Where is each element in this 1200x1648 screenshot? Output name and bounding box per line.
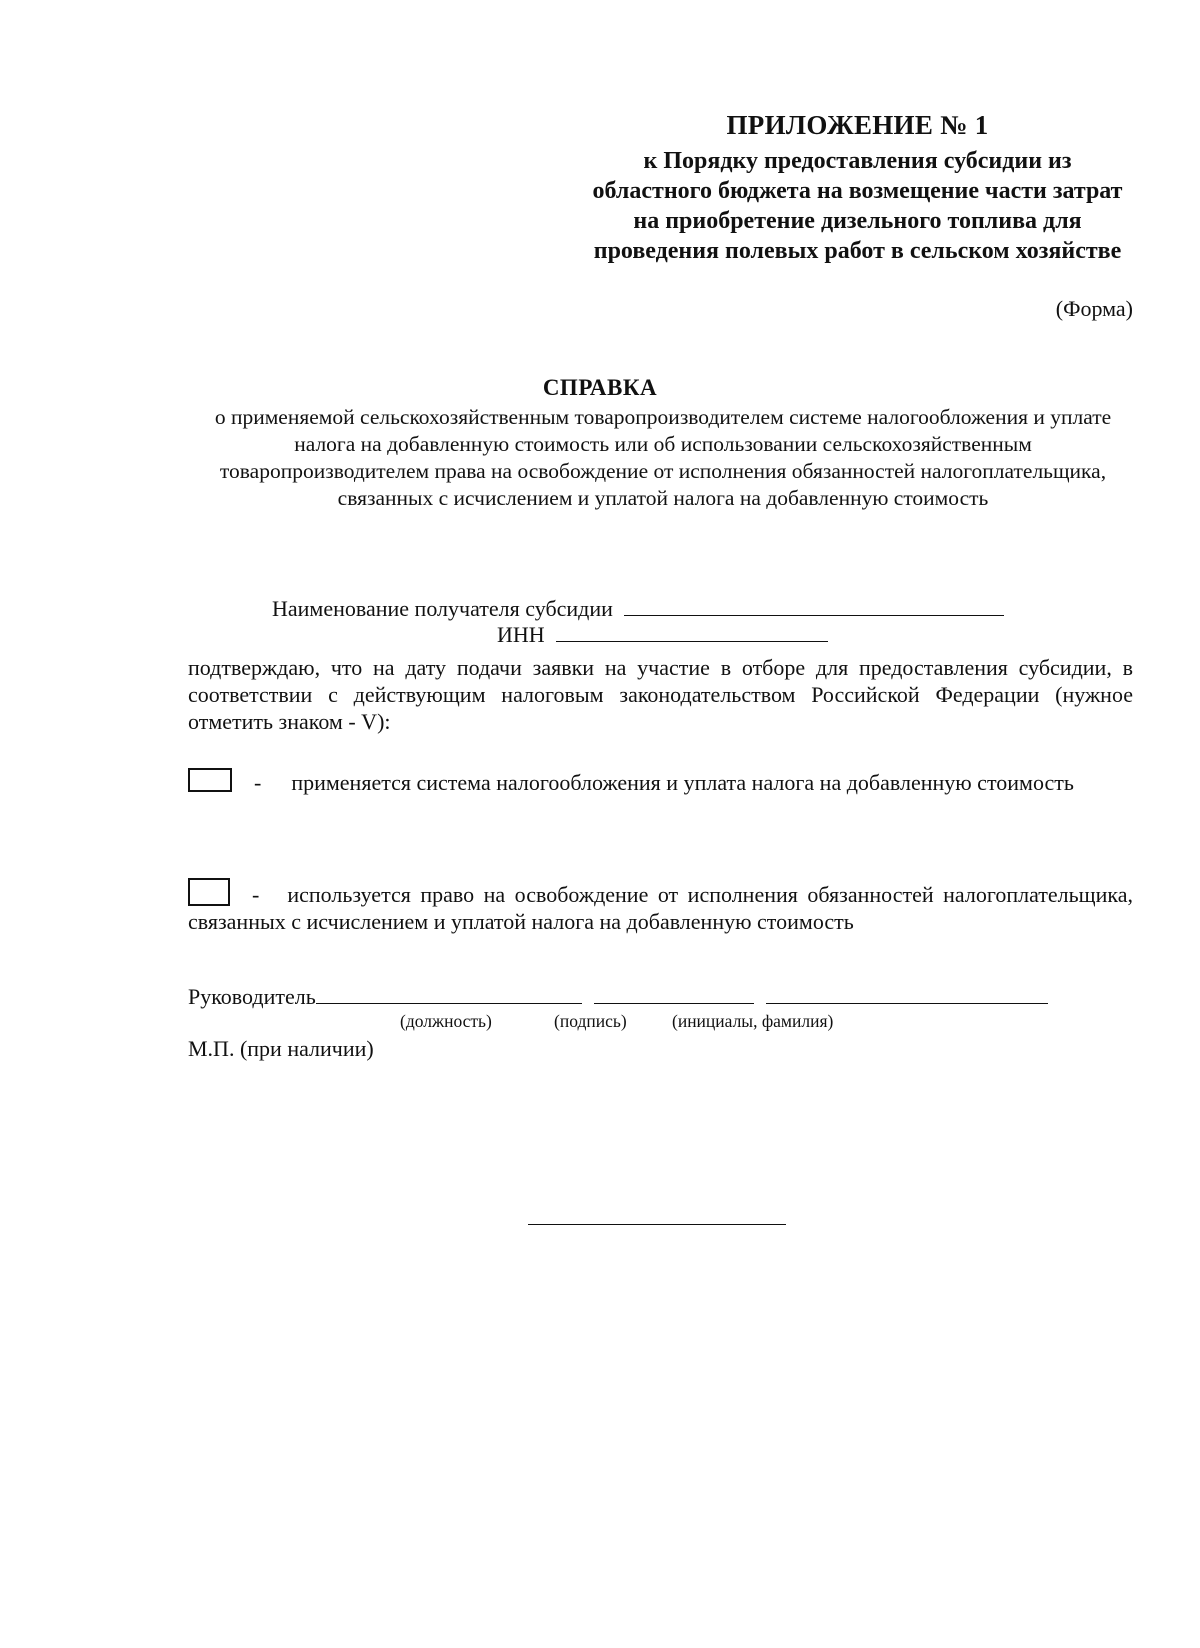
- checkbox-vat-exempt[interactable]: [188, 878, 230, 906]
- appendix-title: ПРИЛОЖЕНИЕ № 1: [726, 110, 989, 140]
- full-name-field[interactable]: [766, 985, 1048, 1004]
- recipient-row: [272, 596, 1004, 622]
- caption-position: (должность): [400, 1011, 492, 1031]
- option-dash: -: [252, 882, 260, 907]
- option-vat-exempt: [188, 878, 1133, 935]
- option-vat-payer-text: применяется система налогообложения и уплата налога на добавленную стоимость: [291, 770, 1074, 795]
- stamp-note: М.П. (при наличии): [188, 1036, 374, 1061]
- form-note: (Форма): [1055, 296, 1133, 321]
- appendix-header: [585, 108, 1130, 266]
- confirmation-text: подтверждаю, что на дату подачи заявки на участие в отборе для предоставления субсидии, в соответствии с действующим налоговым законодательством Российской Федерации (нужное отметить знаком - V):: [188, 655, 1133, 734]
- inn-field[interactable]: [556, 623, 828, 642]
- end-divider: [528, 1224, 786, 1225]
- signature-field[interactable]: [594, 985, 754, 1004]
- caption-name: (инициалы, фамилия): [672, 1011, 834, 1031]
- signature-captions: [188, 1010, 1088, 1032]
- inn-label: ИНН: [497, 622, 545, 647]
- checkbox-vat-payer[interactable]: [188, 768, 232, 792]
- certificate-subtitle: о применяемой сельскохозяйственным товаропроизводителем системе налогообложения и уплате налога на добавленную стоимость или об использовании сельскохозяйственным товаропроизводителем права на освобождение от исполнения обязанностей налогоплательщика, связанных с исчислением и уплатой налога на добавленную стоимость: [214, 405, 1112, 510]
- appendix-subtitle: к Порядку предоставления субсидии из областного бюджета на возмещение части затрат на приобретение дизельного топлива для проведения полевых работ в сельском хозяйстве: [592, 148, 1123, 264]
- option-vat-payer: [188, 768, 1133, 796]
- certificate-title: СПРАВКА: [542, 375, 658, 400]
- position-field[interactable]: [316, 985, 582, 1004]
- inn-row: [497, 622, 828, 648]
- signature-row: [188, 984, 1088, 1010]
- caption-signature: (подпись): [554, 1011, 627, 1031]
- head-label: Руководитель: [188, 984, 316, 1009]
- recipient-label: Наименование получателя субсидии: [272, 596, 613, 621]
- option-vat-exempt-text: используется право на освобождение от исполнения обязанностей налогоплательщика, связанных с исчислением и уплатой налога на добавленную стоимость: [188, 882, 1133, 934]
- recipient-name-field[interactable]: [624, 597, 1004, 616]
- option-dash: -: [254, 770, 262, 795]
- signature-block: [188, 984, 1088, 1062]
